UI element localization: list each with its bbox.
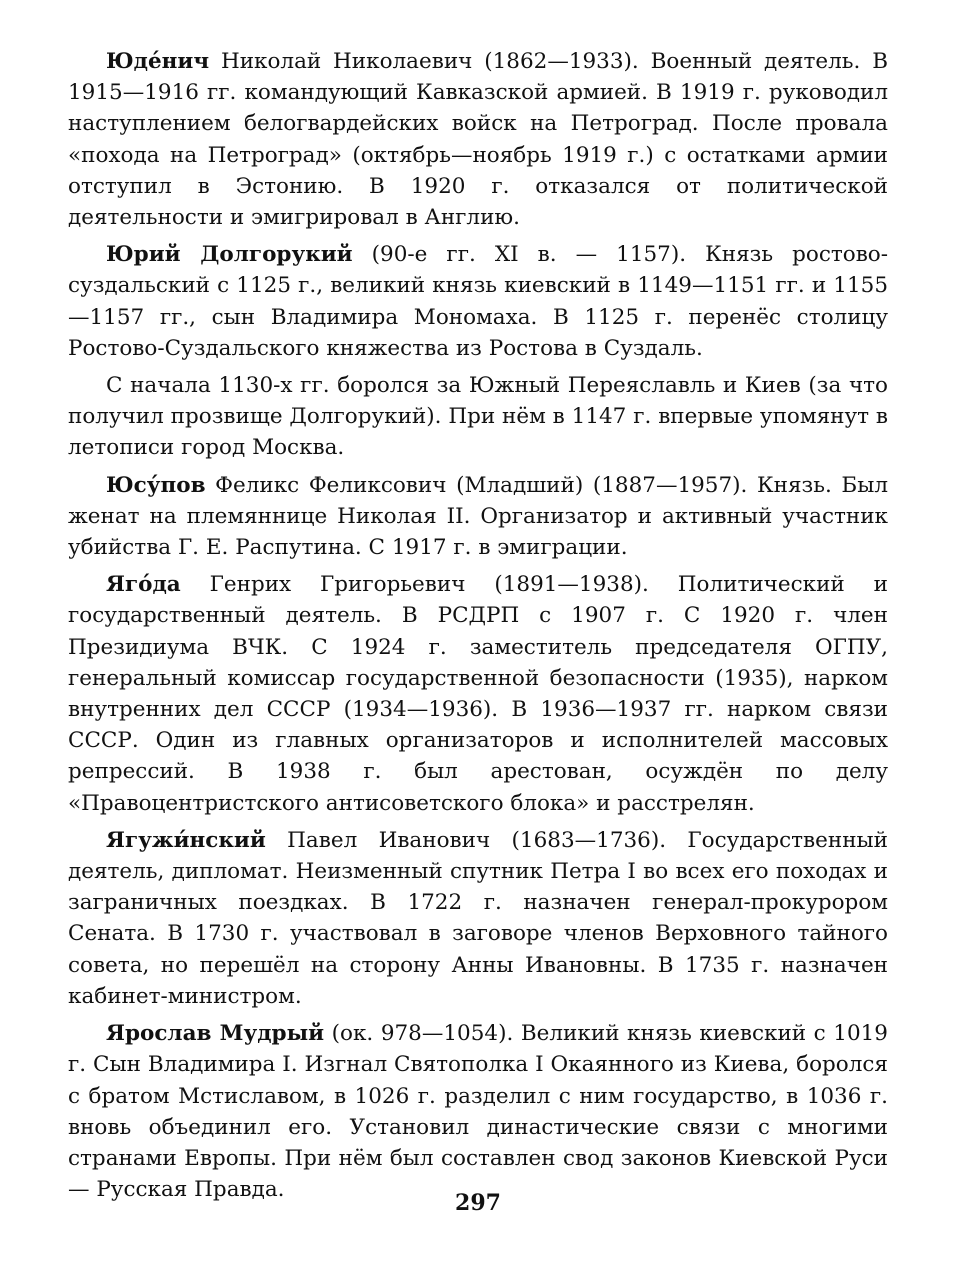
entry-text: (90-е гг. XI в. — 1157). Князь ростово-суздальский с 1125 г., великий князь киевский в 1149—1151 гг. и 1155—1157 гг., сын Владимира Мономаха. В 1125 г. перенёс столицу Ростово-Суздальского княжества из Ростова в Суздаль.	[68, 242, 889, 361]
entry-yuri-dolgoruky-continued	[68, 370, 888, 464]
entry-name: Ягужи́нский	[106, 827, 266, 853]
entry-name: Ярослав Мудрый	[106, 1021, 325, 1047]
entry-text: Генрих Григорьевич (1891—1938). Политический и государственный деятель. В РСДРП с 1907 г. С 1920 г. член Президиума ВЧК. С 1924 г. заместитель председателя ОГПУ, генеральный комиссар государственной безопасности (1935), нарком внутренних дел СССР (1934—1936). В 1936—1937 гг. нарком связи СССР. Один из главных организаторов и исполнителей массовых репрессий. В 1938 г. был арестован, осуждён по делу «Правоцентристского антисоветского блока» и расстрелян.	[68, 572, 888, 816]
entry-yagoda	[68, 569, 888, 819]
entry-yuri-dolgoruky	[68, 239, 888, 364]
page-number: 297	[455, 1190, 501, 1216]
entry-name: Юсу́пов	[106, 472, 206, 498]
page-content	[68, 46, 888, 1211]
entry-text: Павел Иванович (1683—1736). Государственный деятель, дипломат. Неизменный спутник Петра I во всех его походах и заграничных поездках. В 1722 г. назначен генерал-прокурором Сената. В 1730 г. участвовал в заговоре членов Верховного тайного совета, но перешёл на сторону Анны Ивановны. В 1735 г. назначен кабинет-министром.	[68, 827, 888, 1009]
entry-text: Феликс Феликсович (Младший) (1887—1957). Князь. Был женат на племяннице Николая II. Организатор и активный участник убийства Г. Е. Распутина. С 1917 г. в эмиграции.	[68, 472, 888, 561]
entry-name: Юрий Долгорукий	[106, 242, 353, 268]
entry-name: Яго́да	[106, 572, 181, 598]
entry-yusupov	[68, 470, 888, 564]
entry-yaguzhinsky	[68, 825, 888, 1012]
entry-text: С начала 1130-х гг. боролся за Южный Переяславль и Киев (за что получил прозвище Долгорукий). При нём в 1147 г. впервые упомянут в летописи город Москва.	[68, 373, 888, 461]
entry-text: (ок. 978—1054). Великий князь киевский с 1019 г. Сын Владимира I. Изгнал Святополка I Окаянного из Киева, боролся с братом Мстиславом, в 1026 г. разделил с ним государство, в 1036 г. вновь объединил его. Установил династические связи с многими странами Европы. При нём был составлен свод законов Киевской Руси — Русская Правда.	[68, 1021, 888, 1203]
entry-yudenich	[68, 46, 888, 233]
entry-yaroslav-mudry	[68, 1018, 888, 1205]
entry-name: Юде́нич	[106, 49, 210, 74]
entry-text: Николай Николаевич (1862—1933). Военный деятель. В 1915—1916 гг. командующий Кавказской армией. В 1919 г. руководил наступлением белогвардейских войск на Петроград. После провала «похода на Петроград» (октябрь—ноябрь 1919 г.) с остатками армии отступил в Эстонию. В 1920 г. отказался от политической деятельности и эмигрировал в Англию.	[68, 49, 888, 231]
